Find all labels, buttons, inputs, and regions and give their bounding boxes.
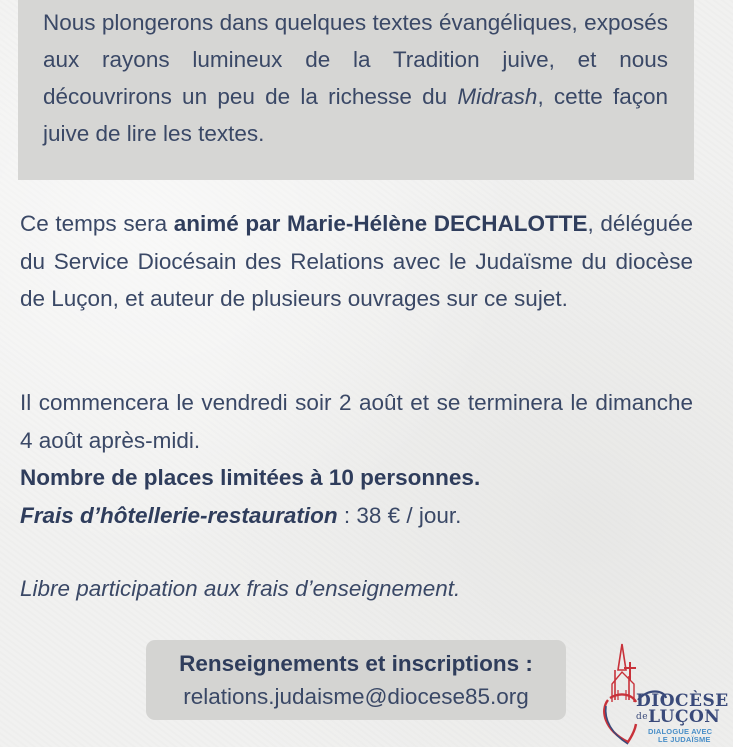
intro-text-start: Nous plongerons dans quelques textes évangéliques, exposés aux rayons lumineux de la Tradition juive, et nous découvrirons un peu de la richesse du (43, 10, 668, 109)
places-text: Nombre de places limitées à 10 personnes. (20, 465, 481, 490)
frais-line (20, 497, 693, 535)
animateur-suffix: , déléguée du Service Diocésain des Relations avec le Judaïsme du diocèse de Luçon, et auteur de plusieurs ouvrages sur ce sujet. (20, 211, 693, 311)
diocese-logo (598, 640, 733, 747)
intro-paragraph (43, 4, 668, 152)
frais-label: Frais d’hôtellerie-restauration (20, 502, 338, 528)
logo-subtitle-2: LE JUDAÏSME (658, 735, 711, 744)
frais-value: : 38 € / jour. (337, 502, 462, 528)
midrash-term: Midrash (457, 84, 538, 109)
dates-text: Il commencera le vendredi soir 2 août et se terminera le dimanche 4 août après-midi. (20, 390, 693, 453)
dates-block (20, 384, 693, 534)
contact-box (146, 640, 566, 720)
intro-text-end: , cette façon juive de lire les textes. (43, 84, 668, 146)
contact-email-link[interactable]: relations.judaisme@diocese85.org (183, 684, 529, 709)
logo-de-text: de (636, 712, 649, 722)
logo-lucon-text: LUÇON (648, 707, 721, 727)
logo-diocese-text: DIOCÈSE (636, 691, 729, 711)
animateur-name: animé par Marie-Hélène DECHALOTTE (173, 211, 588, 236)
animateur-prefix: Ce temps sera (20, 211, 174, 236)
intro-box (18, 0, 694, 180)
logo-subtitle-1: DIALOGUE AVEC (648, 727, 713, 736)
contact-title: Renseignements et inscriptions : (179, 651, 533, 676)
animateur-paragraph (20, 205, 693, 318)
participation-text: Libre participation aux frais d’enseignement. (20, 576, 461, 601)
logo-lucon-line (636, 709, 720, 726)
